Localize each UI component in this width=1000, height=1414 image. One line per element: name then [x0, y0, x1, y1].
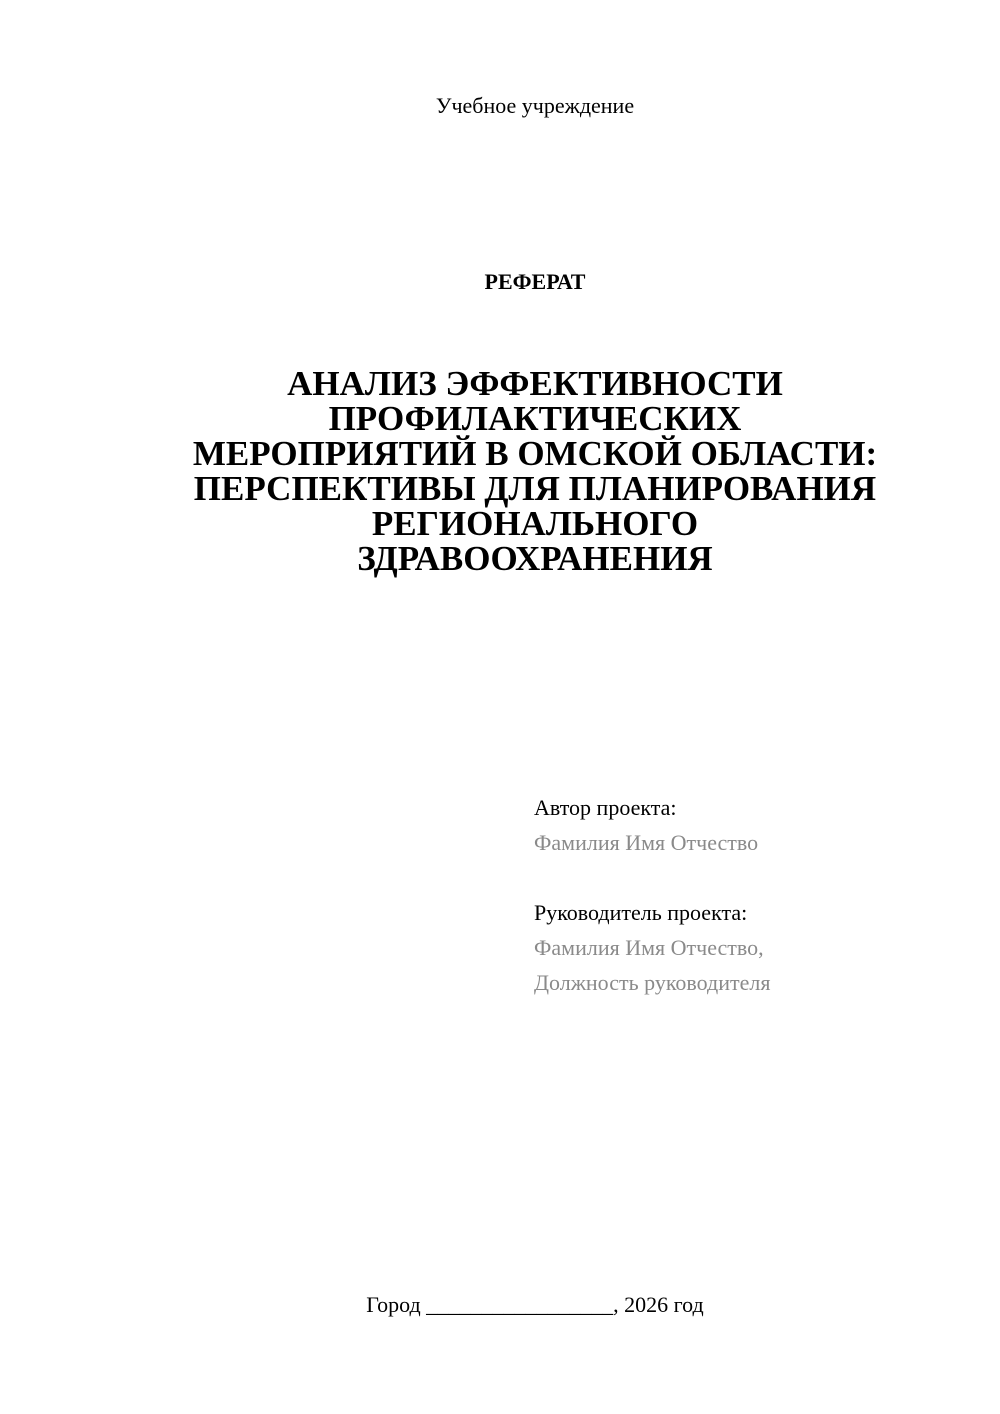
document-title: [100, 366, 970, 576]
title-line: ПЕРСПЕКТИВЫ ДЛЯ ПЛАНИРОВАНИЯ: [193, 469, 877, 508]
credits-spacer: [534, 860, 974, 895]
author-label: Автор проекта:: [534, 795, 677, 820]
title-line: АНАЛИЗ ЭФФЕКТИВНОСТИ: [287, 364, 783, 403]
title-line: РЕГИОНАЛЬНОГО: [371, 504, 699, 543]
supervisor-label: Руководитель проекта:: [534, 900, 748, 925]
supervisor-position: Должность руководителя: [534, 970, 771, 995]
institution-name: Учебное учреждение: [435, 93, 635, 118]
title-line: ПРОФИЛАКТИЧЕСКИХ: [328, 399, 742, 438]
title-line: ЗДРАВООХРАНЕНИЯ: [357, 539, 713, 578]
title-line: МЕРОПРИЯТИЙ В ОМСКОЙ ОБЛАСТИ:: [192, 434, 878, 473]
supervisor-name: Фамилия Имя Отчество,: [534, 935, 764, 960]
credits-block: [534, 790, 974, 1000]
document-type: РЕФЕРАТ: [484, 269, 586, 294]
author-name: Фамилия Имя Отчество: [534, 830, 759, 855]
city-year-line: Город _________________, 2026 год: [366, 1292, 704, 1317]
